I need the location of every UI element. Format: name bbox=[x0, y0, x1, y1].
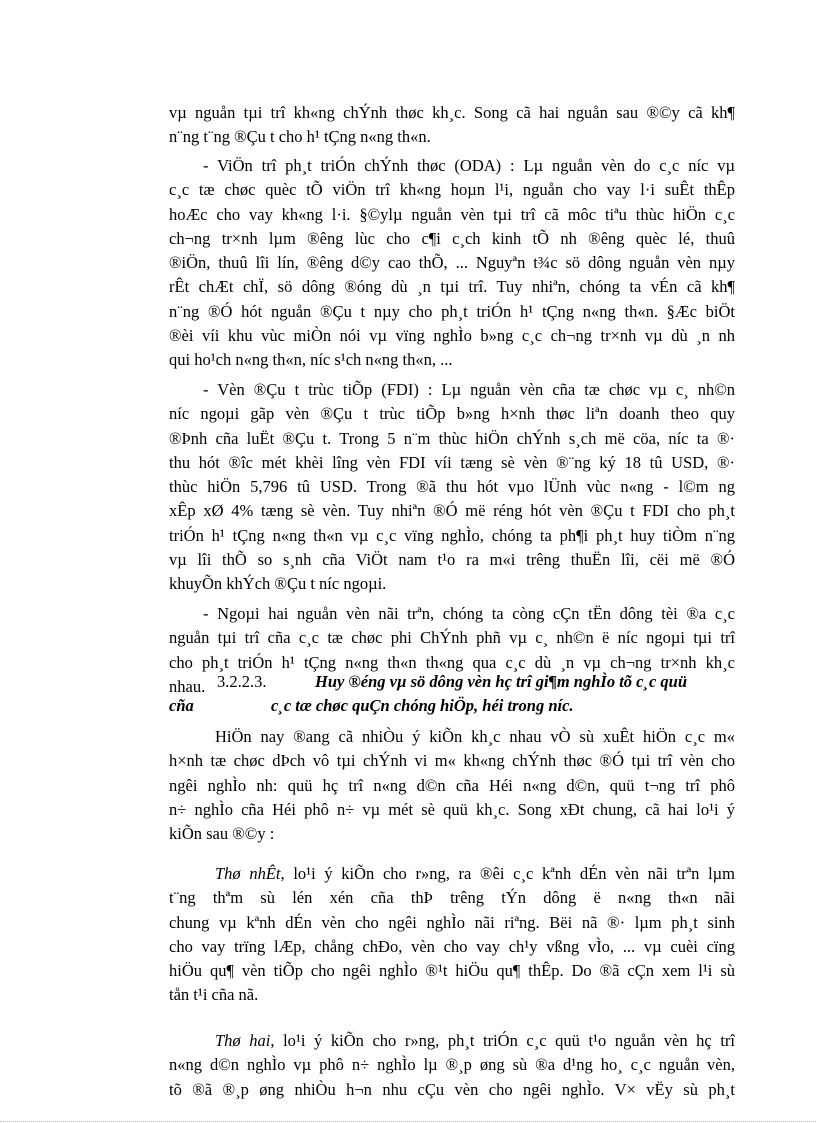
text-line: chung vµ kªnh dÉn vèn cho ngêi nghÌo nãi riªng. Bëi nã ®· lµm ph¸t sinh bbox=[169, 912, 735, 932]
text-line: ch¬ng tr×nh lµm ®êng lùc cho c¶i c¸ch kinh tÕ nh ®êng quèc lé, thuû bbox=[169, 228, 735, 248]
text-line: n¨ng t¨ng ®Çu t cho h¹ tÇng n«ng th«n. bbox=[169, 127, 431, 147]
text-line: níc ngoµi gãp vèn ®Çu t trùc tiÕp b»ng h×nh thøc liªn doanh theo quy bbox=[169, 404, 735, 424]
text-line: t¨ng thªm sù lén xén cña thÞ trêng tÝn dông ë n«ng th«n nãi bbox=[169, 888, 735, 908]
text-line: - Vèn ®Çu t trùc tiÕp (FDI) : Lµ nguån vèn cña tæ chøc vµ c¸ nh©n bbox=[203, 380, 735, 399]
page-bottom-border bbox=[0, 1121, 816, 1122]
paragraph-second-opinion bbox=[169, 1029, 735, 1102]
text-line: vµ lîi thÕ so s¸nh cña ViÖt nam t¹o ra m«i trêng thuËn lîi, cëi më ®Ó bbox=[169, 550, 735, 570]
text-line: n÷ nghÌo cña Héi phô n÷ vµ mét sè quü kh¸c. Song xÐt chung, cã hai lo¹i ý bbox=[169, 799, 735, 819]
text-line: hoÆc cho vay kh«ng l·i. §©ylµ nguån vèn tµi trî cã môc tiªu thùc hiÖn c¸c bbox=[169, 204, 735, 224]
paragraph-continuation bbox=[169, 101, 735, 150]
text-line: vµ nguån tµi trî kh«ng chÝnh thøc kh¸c. Song cã hai nguån sau ®©y cã kh¶ bbox=[169, 103, 735, 122]
text-line: ®Þnh cña luËt ®Çu t. Trong 5 n¨m thùc hiÖn chÝnh s¸ch më cöa, níc ta ®· bbox=[169, 428, 735, 448]
text-line: thu hót ®îc mét khèi lîng vèn FDI víi tæng sè vèn ®¨ng ký 18 tû USD, ®· bbox=[169, 452, 735, 472]
text-line: cho ph¸t triÓn h¹ tÇng n«ng th«n th«ng qua c¸c dù ¸n vµ ch¬ng tr×nh kh¸c bbox=[169, 652, 735, 672]
section-title-continuation: cña bbox=[169, 696, 194, 715]
text-line: Thø nhÊt, lo¹i ý kiÕn cho r»ng, ra ®êi c¸c kªnh dÉn vèn nãi trªn lµm bbox=[215, 864, 736, 883]
text-line: - Ngoµi hai nguån vèn nãi trªn, chóng ta còng cÇn tËn dông tèi ®a c¸c bbox=[203, 604, 735, 623]
paragraph-oda bbox=[169, 154, 735, 373]
paragraph-fdi bbox=[169, 378, 735, 597]
text-line: khuyÕn khÝch ®Çu t níc ngoµi. bbox=[169, 574, 387, 594]
text-line: h×nh tæ chøc dÞch vô tµi chÝnh vi m« kh«ng chÝnh thøc ®Ó tµi trî vèn cho bbox=[169, 751, 735, 771]
text-line: tån t¹i cña nã. bbox=[169, 985, 259, 1005]
text-line: c¸c tæ chøc quèc tÕ viÖn trî kh«ng hoµn l¹i, nguån cho vay l·i suÊt thÊp bbox=[169, 180, 735, 200]
paragraph-intro bbox=[169, 725, 735, 846]
section-title: Huy ®éng vµ sö dông vèn hç trî gi¶m nghÌo tõ c¸c quü bbox=[315, 672, 688, 691]
text-line: ®èi víi khu vùc miÒn nói vµ vïng nghÌo b»ng c¸c ch¬ng tr×nh vµ dù ¸n nh bbox=[169, 326, 735, 346]
text-line: tõ ®ã ®¸p øng nhiÒu h¬n nhu cÇu vèn cho ngêi nghÌo. V× vËy sù ph¸t bbox=[169, 1079, 735, 1099]
text-line: HiÖn nay ®ang cã nhiÒu ý kiÕn kh¸c nhau vÒ sù xuÊt hiÖn c¸c m« bbox=[215, 727, 735, 746]
text-line: xÊp xØ 4% tæng sè vèn. Tuy nhiªn ®Ó më réng hót vèn ®Çu t FDI cho ph¸t bbox=[169, 501, 735, 521]
text-line: qui ho¹ch n«ng th«n, níc s¹ch n«ng th«n, ... bbox=[169, 350, 453, 370]
text-line: triÓn h¹ tÇng n«ng th«n vµ c¸c vïng nghÌo, chóng ta ph¶i ph¸t huy tiÒm n¨ng bbox=[169, 525, 735, 545]
text-line: nhau. bbox=[169, 676, 206, 696]
section-title-continuation: c¸c tæ chøc quÇn chóng hiÖp, héi trong níc. bbox=[271, 696, 574, 715]
text-line: cho vay trïng lÆp, chång chÐo, vèn cho vay ch¹y vßng vÌo, ... vµ cuèi cïng bbox=[169, 936, 735, 956]
text-line: nguån tµi trî cña c¸c tæ chøc phi ChÝnh phñ vµ c¸ nh©n ë níc ngoµi tµi trî bbox=[169, 628, 735, 648]
paragraph-first-opinion bbox=[169, 862, 735, 1008]
text-line: kiÕn sau ®©y : bbox=[169, 824, 275, 844]
text-line: rÊt chÆt chÏ, sö dông ®óng dù ¸n tµi trî. Tuy nhiªn, chóng ta vÉn cã kh¶ bbox=[169, 277, 735, 297]
text-line: ®iÖn, thuû lîi lín, ®êng d©y cao thÕ, ... Nguyªn t¾c sö dông nguån vèn nµy bbox=[169, 253, 735, 273]
second-label: Thø hai bbox=[215, 1031, 271, 1050]
section-number: 3.2.2.3. bbox=[217, 672, 267, 691]
text-line: ngêi nghÌo nh: quü hç trî n«ng d©n cña Héi n«ng d©n, quü t¬ng trî phô bbox=[169, 775, 735, 795]
text-line: - ViÖn trî ph¸t triÓn chÝnh thøc (ODA) : Lµ nguån vèn do c¸c níc vµ bbox=[203, 156, 735, 175]
text-line: n¨ng ®Ó hót nguån ®Çu t nµy cho ph¸t triÓn h¹ tÇng n«ng th«n. §Æc biÖt bbox=[169, 301, 735, 321]
text-line: Thø hai, lo¹i ý kiÕn cho r»ng, ph¸t triÓn c¸c quü t¹o nguån vèn hç trî bbox=[215, 1031, 735, 1050]
text-line: n«ng d©n nghÌo vµ phô n÷ nghÌo lµ ®¸p øng sù ®a d¹ng ho¸ c¸c nguån vèn, bbox=[169, 1055, 735, 1075]
text-line: hiÖu qu¶ vèn tiÕp cho ngêi nghÌo ®¹t hiÖu qu¶ thÊp. Do ®ã cÇn xem l¹i sù bbox=[169, 961, 735, 981]
first-label: Thø nhÊt bbox=[215, 864, 281, 883]
text-line: thùc hiÖn 5,796 tû USD. Trong ®ã thu hót vµo lÜnh vùc n«ng - l©m ng bbox=[169, 477, 735, 497]
